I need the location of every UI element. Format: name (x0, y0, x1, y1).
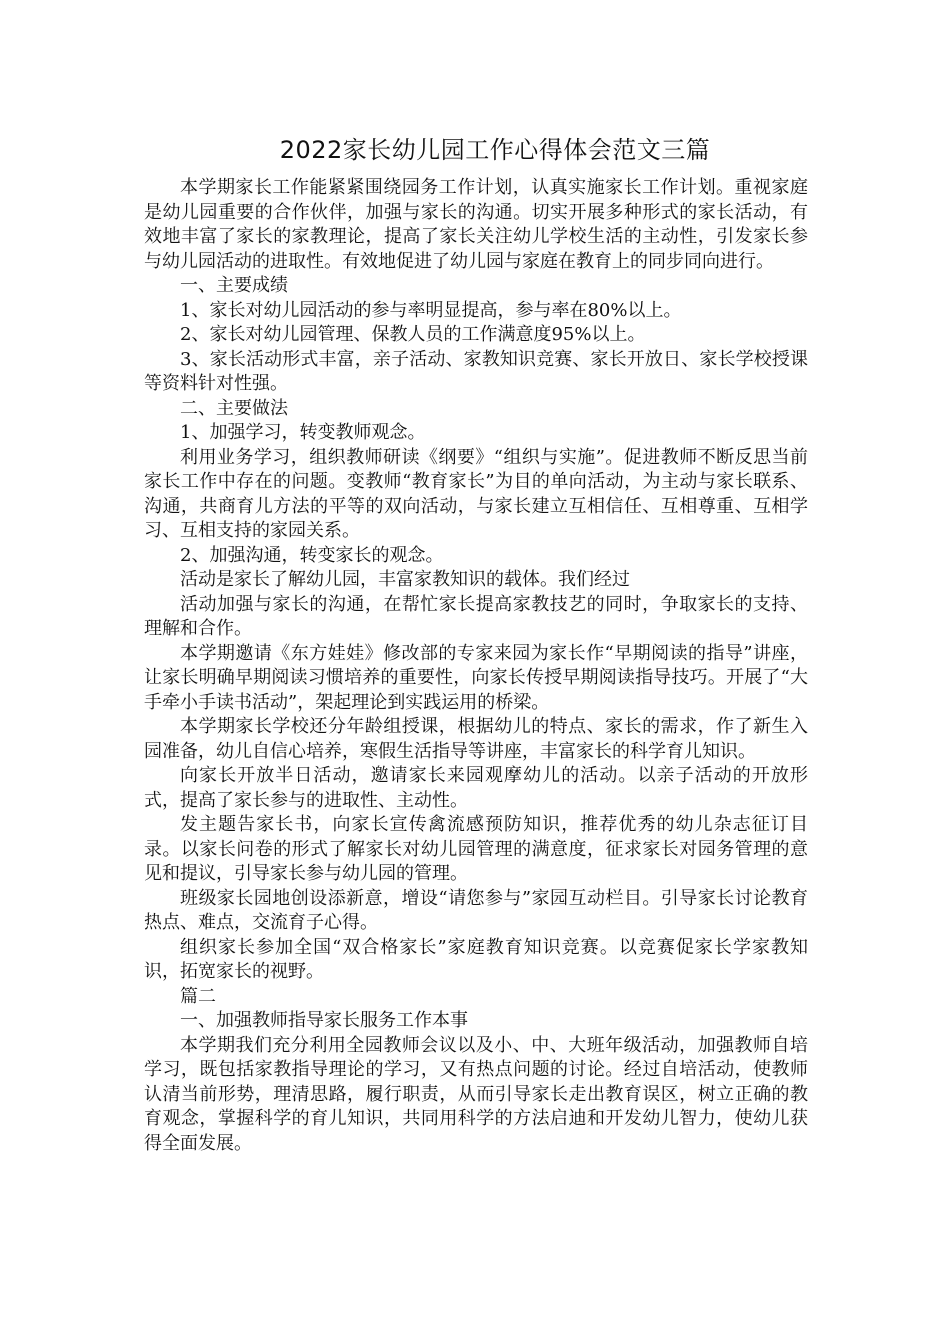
body-paragraph: 发主题告家长书，向家长宣传禽流感预防知识，推荐优秀的幼儿杂志征订目录。以家长问卷的形式了解家长对幼儿园管理的满意度，征求家长对园务管理的意见和提议，引导家长参与幼儿园的管理。 (144, 814, 808, 884)
section-heading: 一、主要成绩 (180, 275, 288, 296)
body-paragraph: 本学期邀请《东方娃娃》修改部的专家来园为家长作“早期阅读的指导”讲座，让家长明确早期阅读习惯培养的重要性，向家长传授早期阅读指导技巧。开展了“大手牵小手读书活动”，架起理论到实践运用的桥梁。 (144, 642, 808, 713)
body-paragraph: 本学期家长学校还分年龄组授课，根据幼儿的特点、家长的需求，作了新生入园准备，幼儿自信心培养，寒假生活指导等讲座，丰富家长的科学育儿知识。 (144, 716, 808, 762)
body-paragraph: 活动是家长了解幼儿园，丰富家教知识的载体。我们经过 (180, 569, 630, 590)
body-paragraph: 利用业务学习，组织教师研读《纲要》“组织与实施”。促进教师不断反思当前家长工作中存在的问题。变教师“教育家长”为目的单向活动，为主动与家长联系、沟通，共商育儿方法的平等的双向活动，与家长建立互相信任、互相尊重、互相学习、互相支持的家园关系。 (144, 446, 808, 541)
list-item: 2、家长对幼儿园管理、保教人员的工作满意度95%以上。 (180, 324, 646, 345)
intro-paragraph: 本学期家长工作能紧紧围绕园务工作计划，认真实施家长工作计划。重视家庭是幼儿园重要的合作伙伴，加强与家长的沟通。切实开展多种形式的家长活动，有效地丰富了家长的家教理论，提高了家长关注幼儿学校生活的主动性，引发家长参与幼儿园活动的进取性。有效地促进了幼儿园与家庭在教育上的同步同向进行。 (144, 177, 808, 272)
body-paragraph: 组织家长参加全国“双合格家长”家庭教育知识竞赛。以竞赛促家长学家教知识，拓宽家长的视野。 (144, 936, 808, 982)
section-heading: 一、加强教师指导家长服务工作本事 (180, 1010, 468, 1031)
part-heading: 篇二 (180, 985, 216, 1007)
subsection-heading: 2、加强沟通，转变家长的观念。 (180, 544, 444, 566)
document-body (144, 176, 808, 1156)
subsection-heading: 1、加强学习，转变教师观念。 (180, 422, 426, 443)
body-paragraph: 本学期我们充分利用全园教师会议以及小、中、大班年级活动，加强教师自培学习，既包括家教指导理论的学习，又有热点问题的讨论。经过自培活动，使教师认清当前形势，理清思路，履行职责，从而引导家长走出教育误区，树立正确的教育观念，掌握科学的育儿知识，共同用科学的方法启迪和开发幼儿智力，使幼儿获得全面发展。 (144, 1034, 808, 1154)
list-item: 1、家长对幼儿园活动的参与率明显提高，参与率在80%以上。 (180, 299, 682, 321)
body-paragraph: 班级家长园地创设添新意，增设“请您参与”家园互动栏目。引导家长讨论教育热点、难点，交流育子心得。 (144, 887, 808, 933)
section-heading: 二、主要做法 (180, 397, 288, 419)
body-paragraph: 向家长开放半日活动，邀请家长来园观摩幼儿的活动。以亲子活动的开放形式，提高了家长参与的进取性、主动性。 (144, 765, 808, 811)
list-item: 3、家长活动形式丰富，亲子活动、家教知识竞赛、家长开放日、家长学校授课等资料针对性强。 (144, 348, 808, 394)
body-paragraph: 活动加强与家长的沟通，在帮忙家长提高家教技艺的同时，争取家长的支持、理解和合作。 (144, 593, 808, 639)
document-title: 2022家长幼儿园工作心得体会范文三篇 (279, 136, 711, 164)
